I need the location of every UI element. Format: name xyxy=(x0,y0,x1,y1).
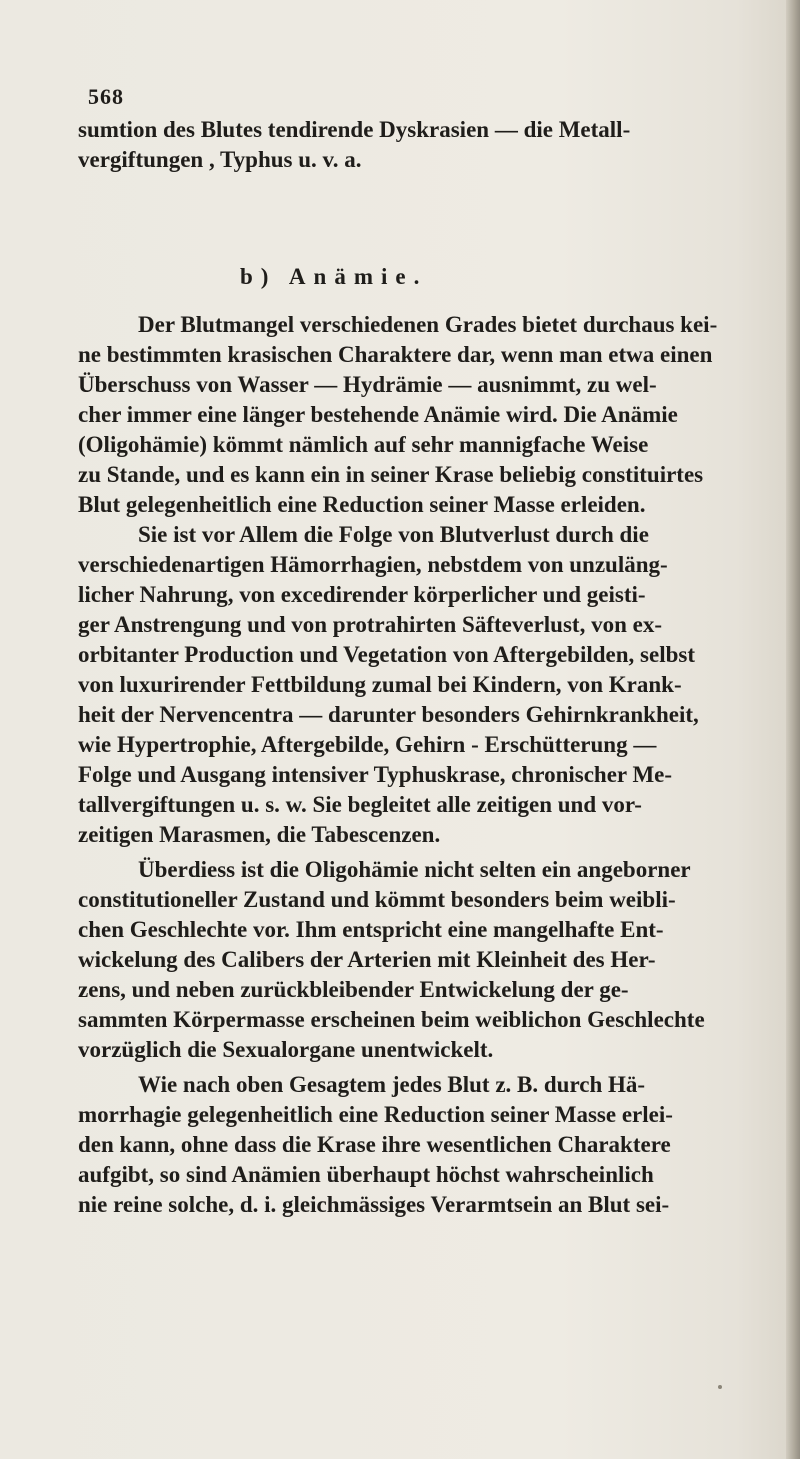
text-line: constitutioneller Zustand und kömmt besonders beim weibli- xyxy=(78,887,676,912)
text-line: nie reine solche, d. i. gleichmässiges Verarmtsein an Blut sei- xyxy=(78,1192,670,1217)
text-line: orbitanter Production und Vegetation von Aftergebilden, selbst xyxy=(78,642,695,667)
text-line: aufgibt, so sind Anämien überhaupt höchst wahrscheinlich xyxy=(78,1162,654,1187)
text-line: Folge und Ausgang intensiver Typhuskrase, chronischer Me- xyxy=(78,762,673,787)
text-line: Überschuss von Wasser — Hydrämie — ausnimmt, zu wel- xyxy=(78,372,657,397)
text-line: Sie ist vor Allem die Folge von Blutverlust durch die xyxy=(138,522,649,547)
text-line: vorzüglich die Sexualorgane unentwickelt. xyxy=(78,1037,494,1062)
text-line: (Oligohämie) kömmt nämlich auf sehr mannigfache Weise xyxy=(78,432,649,457)
page-number: 568 xyxy=(88,84,124,109)
text-line: sammten Körpermasse erscheinen beim weiblichon Geschlechte xyxy=(78,1007,705,1032)
text-line: vergiftungen , Typhus u. v. a. xyxy=(78,147,362,172)
text-line: ne bestimmten krasischen Charaktere dar, wenn man etwa einen xyxy=(78,342,713,367)
text-line: cher immer eine länger bestehende Anämie wird. Die Anämie xyxy=(78,402,678,427)
section-heading: b) Anämie. xyxy=(240,264,428,289)
text-line: Überdiess ist die Oligohämie nicht selten ein angeborner xyxy=(138,857,691,882)
text-line: von luxurirender Fettbildung zumal bei Kindern, von Krank- xyxy=(78,672,682,697)
text-line: den kann, ohne dass die Krase ihre wesentlichen Charaktere xyxy=(78,1132,671,1157)
text-line: wickelung des Calibers der Arterien mit Kleinheit des Her- xyxy=(78,947,656,972)
page-edge-shadow xyxy=(786,0,800,1459)
text-line: morrhagie gelegenheitlich eine Reduction seiner Masse erlei- xyxy=(78,1102,673,1127)
text-line: Wie nach oben Gesagtem jedes Blut z. B. durch Hä- xyxy=(138,1072,646,1097)
text-line: sumtion des Blutes tendirende Dyskrasien — die Metall- xyxy=(78,117,631,142)
text-line: verschiedenartigen Hämorrhagien, nebstdem von unzuläng- xyxy=(78,552,668,577)
text-line: licher Nahrung, von excedirender körperlicher und geisti- xyxy=(78,582,646,607)
text-line: Der Blutmangel verschiedenen Grades bietet durchaus kei- xyxy=(138,312,718,337)
text-line: chen Geschlechte vor. Ihm entspricht eine mangelhafte Ent- xyxy=(78,917,664,942)
paper-speck xyxy=(718,1385,722,1389)
text-line: ger Anstrengung und von protrahirten Säfteverlust, von ex- xyxy=(78,612,662,637)
text-line: zeitigen Marasmen, die Tabescenzen. xyxy=(78,822,441,847)
text-line: Blut gelegenheitlich eine Reduction seiner Masse erleiden. xyxy=(78,492,646,517)
text-line: tallvergiftungen u. s. w. Sie begleitet alle zeitigen und vor- xyxy=(78,792,642,817)
text-line: zu Stande, und es kann ein in seiner Krase beliebig constituirtes xyxy=(78,462,704,487)
text-line: heit der Nervencentra — darunter besonders Gehirnkrankheit, xyxy=(78,702,699,727)
text-line: zens, und neben zurückbleibender Entwickelung der ge- xyxy=(78,977,629,1002)
text-line: wie Hypertrophie, Aftergebilde, Gehirn - Erschütterung — xyxy=(78,732,657,757)
